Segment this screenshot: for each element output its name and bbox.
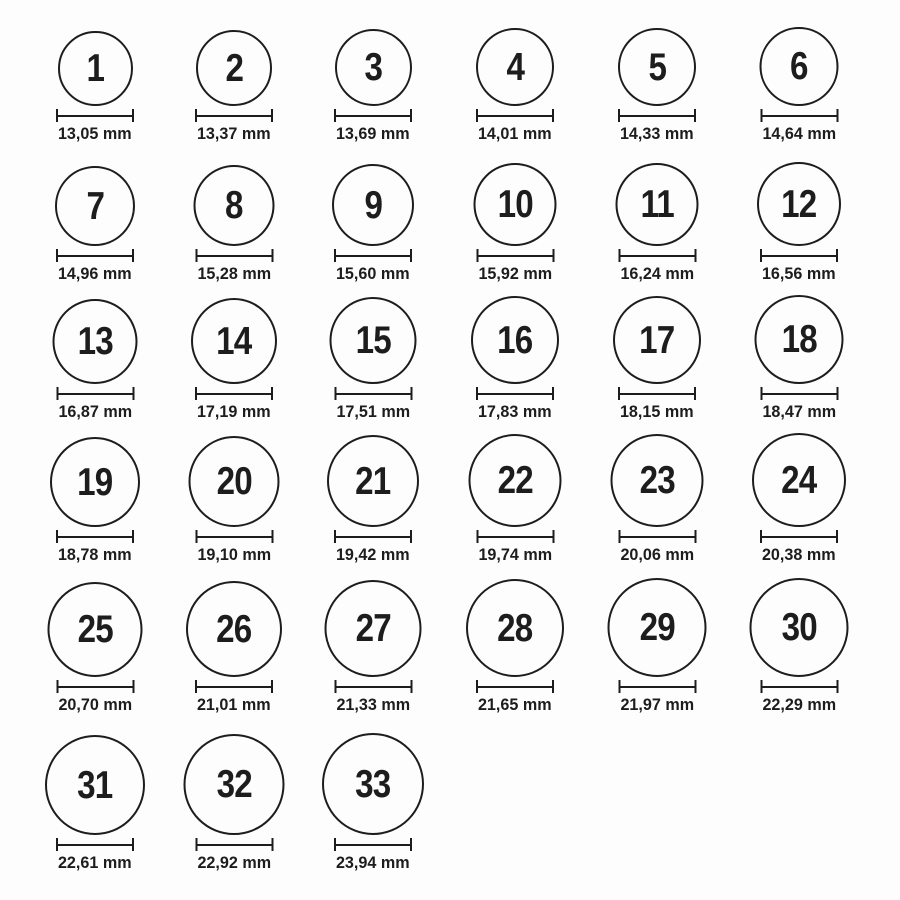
diameter-value: 16,87 mm bbox=[58, 402, 132, 421]
diameter-value: 21,97 mm bbox=[620, 695, 694, 714]
ring-size-cell bbox=[752, 433, 846, 565]
ring-size-number: 7 bbox=[86, 184, 104, 228]
ring-size-circle bbox=[194, 165, 275, 246]
dimension-end-tick-right bbox=[552, 680, 554, 693]
diameter-dimension-line bbox=[760, 680, 838, 693]
dimension-end-tick-right bbox=[552, 109, 554, 122]
ring-size-cell bbox=[466, 579, 564, 715]
ring-size-cell bbox=[45, 735, 145, 873]
diameter-value: 13,69 mm bbox=[336, 124, 410, 143]
diameter-value: 19,42 mm bbox=[336, 545, 410, 564]
ring-size-cell bbox=[325, 580, 422, 715]
diameter-value: 20,38 mm bbox=[762, 545, 836, 564]
ring-size-circle bbox=[184, 734, 285, 835]
diameter-dimension-line bbox=[618, 680, 696, 693]
diameter-dimension-line bbox=[56, 109, 134, 122]
dimension-end-tick-right bbox=[694, 387, 696, 400]
diameter-dimension-line bbox=[195, 680, 273, 693]
ring-size-number: 16 bbox=[497, 318, 533, 362]
dimension-bar bbox=[196, 536, 272, 538]
ring-size-circle bbox=[330, 297, 417, 384]
diameter-dimension-line bbox=[334, 249, 412, 262]
ring-size-circle bbox=[755, 295, 844, 384]
diameter-value: 20,06 mm bbox=[620, 545, 694, 564]
diameter-value: 16,56 mm bbox=[762, 264, 836, 283]
ring-size-circle bbox=[613, 296, 701, 384]
ring-size-number: 28 bbox=[497, 606, 533, 650]
ring-size-number: 32 bbox=[216, 763, 252, 806]
diameter-value: 19,74 mm bbox=[478, 545, 552, 564]
ring-size-number: 20 bbox=[216, 460, 252, 503]
diameter-dimension-line bbox=[195, 530, 273, 543]
ring-size-circle bbox=[760, 27, 839, 106]
dimension-end-tick-right bbox=[552, 249, 554, 262]
ring-size-number: 10 bbox=[497, 183, 533, 226]
ring-size-cell bbox=[53, 299, 138, 422]
diameter-value: 14,96 mm bbox=[58, 264, 132, 283]
dimension-bar bbox=[477, 393, 553, 395]
ring-size-number: 9 bbox=[364, 183, 382, 227]
diameter-value: 15,28 mm bbox=[197, 264, 271, 283]
dimension-bar bbox=[57, 844, 133, 846]
dimension-bar bbox=[335, 686, 411, 688]
diameter-dimension-line bbox=[618, 387, 696, 400]
dimension-bar bbox=[196, 686, 272, 688]
ring-size-circle bbox=[618, 28, 696, 106]
dimension-end-tick-right bbox=[552, 530, 554, 543]
dimension-bar bbox=[619, 536, 695, 538]
ring-size-circle bbox=[471, 296, 559, 384]
dimension-bar bbox=[196, 844, 272, 846]
ring-size-circle bbox=[196, 30, 272, 106]
ring-size-number: 8 bbox=[225, 184, 243, 227]
dimension-bar bbox=[761, 536, 837, 538]
ring-size-cell bbox=[750, 578, 849, 715]
ring-size-circle bbox=[322, 733, 424, 835]
diameter-dimension-line bbox=[334, 530, 412, 543]
dimension-end-tick-right bbox=[694, 680, 696, 693]
ring-size-cell bbox=[755, 295, 844, 422]
dimension-bar bbox=[477, 255, 553, 257]
ring-size-cell bbox=[191, 298, 277, 422]
dimension-bar bbox=[761, 393, 837, 395]
diameter-value: 15,60 mm bbox=[336, 264, 410, 283]
ring-size-circle bbox=[186, 581, 282, 677]
ring-size-circle bbox=[752, 433, 846, 527]
dimension-bar bbox=[335, 255, 411, 257]
ring-size-circle bbox=[611, 434, 704, 527]
ring-size-number: 5 bbox=[648, 45, 666, 89]
ring-size-number: 22 bbox=[497, 459, 533, 502]
ring-size-circle bbox=[50, 437, 140, 527]
ring-size-cell bbox=[322, 733, 424, 873]
ring-size-number: 3 bbox=[364, 46, 382, 89]
diameter-value: 14,64 mm bbox=[762, 124, 836, 143]
ring-size-cell bbox=[760, 27, 839, 144]
ring-size-cell bbox=[56, 31, 134, 144]
ring-size-number: 33 bbox=[355, 762, 391, 806]
diameter-value: 13,37 mm bbox=[197, 124, 271, 143]
ring-size-cell bbox=[55, 166, 135, 284]
diameter-dimension-line bbox=[334, 109, 412, 122]
dimension-bar bbox=[761, 255, 837, 257]
diameter-dimension-line bbox=[476, 387, 554, 400]
diameter-dimension-line bbox=[56, 838, 134, 851]
diameter-value: 20,70 mm bbox=[58, 695, 132, 714]
ring-size-number: 24 bbox=[781, 458, 817, 502]
dimension-end-tick-right bbox=[271, 838, 273, 851]
ring-size-cell bbox=[330, 297, 417, 422]
diameter-dimension-line bbox=[195, 249, 273, 262]
ring-size-cell bbox=[471, 296, 559, 422]
dimension-end-tick-right bbox=[132, 249, 134, 262]
ring-size-number: 2 bbox=[225, 46, 243, 90]
dimension-bar bbox=[477, 115, 553, 117]
ring-size-cell bbox=[469, 434, 562, 565]
ring-size-number: 13 bbox=[77, 320, 113, 363]
ring-size-circle bbox=[335, 29, 412, 106]
ring-size-circle bbox=[327, 435, 419, 527]
diameter-dimension-line bbox=[56, 387, 134, 400]
diameter-dimension-line bbox=[476, 680, 554, 693]
ring-size-number: 21 bbox=[355, 459, 391, 503]
dimension-end-tick-right bbox=[271, 249, 273, 262]
dimension-bar bbox=[196, 255, 272, 257]
ring-size-number: 11 bbox=[640, 183, 674, 226]
dimension-end-tick-right bbox=[410, 109, 412, 122]
dimension-end-tick-right bbox=[836, 530, 838, 543]
ring-size-circle bbox=[53, 299, 138, 384]
dimension-end-tick-right bbox=[836, 680, 838, 693]
diameter-dimension-line bbox=[618, 109, 696, 122]
dimension-end-tick-right bbox=[410, 680, 412, 693]
diameter-value: 21,33 mm bbox=[336, 695, 410, 714]
diameter-dimension-line bbox=[476, 530, 554, 543]
ring-size-circle bbox=[58, 31, 133, 106]
ring-size-circle bbox=[474, 163, 557, 246]
diameter-dimension-line bbox=[56, 249, 134, 262]
ring-size-circle bbox=[45, 735, 145, 835]
ring-size-cell bbox=[618, 28, 696, 144]
dimension-end-tick-right bbox=[271, 530, 273, 543]
diameter-value: 18,47 mm bbox=[762, 402, 836, 421]
diameter-value: 21,01 mm bbox=[197, 695, 271, 714]
diameter-value: 14,01 mm bbox=[478, 124, 552, 143]
diameter-value: 17,83 mm bbox=[478, 402, 552, 421]
dimension-bar bbox=[335, 393, 411, 395]
ring-size-circle bbox=[750, 578, 849, 677]
dimension-end-tick-right bbox=[271, 680, 273, 693]
ring-size-cell bbox=[611, 434, 704, 565]
dimension-bar bbox=[619, 393, 695, 395]
diameter-value: 14,33 mm bbox=[620, 124, 694, 143]
ring-size-circle bbox=[466, 579, 564, 677]
dimension-end-tick-right bbox=[410, 838, 412, 851]
diameter-value: 15,92 mm bbox=[478, 264, 552, 283]
ring-size-circle bbox=[48, 582, 143, 677]
dimension-bar bbox=[196, 115, 272, 117]
dimension-bar bbox=[619, 686, 695, 688]
ring-size-circle bbox=[616, 163, 699, 246]
dimension-end-tick-right bbox=[552, 387, 554, 400]
diameter-dimension-line bbox=[195, 387, 273, 400]
diameter-value: 18,15 mm bbox=[620, 402, 694, 421]
diameter-dimension-line bbox=[760, 387, 838, 400]
dimension-end-tick-right bbox=[410, 387, 412, 400]
ring-size-cell bbox=[334, 29, 412, 144]
diameter-value: 18,78 mm bbox=[58, 545, 132, 564]
diameter-value: 17,19 mm bbox=[197, 402, 271, 421]
ring-size-number: 27 bbox=[355, 607, 391, 650]
dimension-bar bbox=[57, 393, 133, 395]
ring-size-number: 12 bbox=[781, 182, 817, 226]
dimension-bar bbox=[761, 115, 837, 117]
dimension-end-tick-right bbox=[410, 249, 412, 262]
ring-size-number: 19 bbox=[77, 460, 113, 504]
dimension-end-tick-right bbox=[271, 109, 273, 122]
ring-size-cell bbox=[757, 162, 841, 284]
dimension-bar bbox=[477, 686, 553, 688]
dimension-bar bbox=[335, 115, 411, 117]
dimension-bar bbox=[57, 115, 133, 117]
diameter-dimension-line bbox=[334, 680, 412, 693]
ring-size-cell bbox=[608, 578, 707, 715]
ring-size-cell bbox=[194, 165, 275, 284]
diameter-value: 17,51 mm bbox=[336, 402, 410, 421]
dimension-end-tick-right bbox=[694, 109, 696, 122]
ring-size-circle bbox=[191, 298, 277, 384]
diameter-value: 22,61 mm bbox=[58, 853, 132, 872]
dimension-bar bbox=[196, 393, 272, 395]
dimension-bar bbox=[477, 536, 553, 538]
ring-size-number: 14 bbox=[216, 319, 252, 363]
diameter-value: 22,92 mm bbox=[197, 853, 271, 872]
diameter-dimension-line bbox=[334, 838, 412, 851]
ring-size-cell bbox=[474, 163, 557, 284]
ring-size-circle bbox=[757, 162, 841, 246]
ring-size-number: 23 bbox=[639, 459, 675, 502]
ring-size-number: 18 bbox=[781, 318, 817, 361]
ring-size-cell bbox=[327, 435, 419, 565]
ring-size-number: 17 bbox=[639, 318, 675, 362]
diameter-value: 19,10 mm bbox=[197, 545, 271, 564]
ring-size-circle bbox=[55, 166, 135, 246]
ring-size-circle bbox=[332, 164, 414, 246]
dimension-end-tick-right bbox=[836, 249, 838, 262]
dimension-end-tick-right bbox=[694, 530, 696, 543]
diameter-dimension-line bbox=[334, 387, 412, 400]
diameter-dimension-line bbox=[476, 249, 554, 262]
diameter-dimension-line bbox=[476, 109, 554, 122]
diameter-value: 16,24 mm bbox=[620, 264, 694, 283]
ring-size-cell bbox=[48, 582, 143, 715]
ring-size-cell bbox=[50, 437, 140, 565]
dimension-bar bbox=[57, 536, 133, 538]
dimension-end-tick-right bbox=[132, 680, 134, 693]
ring-size-cell bbox=[186, 581, 282, 715]
diameter-dimension-line bbox=[618, 530, 696, 543]
dimension-bar bbox=[619, 255, 695, 257]
dimension-bar bbox=[57, 255, 133, 257]
diameter-dimension-line bbox=[195, 838, 273, 851]
dimension-bar bbox=[761, 686, 837, 688]
ring-size-number: 26 bbox=[216, 607, 252, 651]
diameter-dimension-line bbox=[195, 109, 273, 122]
ring-size-cell bbox=[184, 734, 285, 873]
dimension-bar bbox=[335, 844, 411, 846]
diameter-dimension-line bbox=[56, 680, 134, 693]
ring-size-number: 15 bbox=[355, 319, 391, 362]
ring-size-number: 30 bbox=[781, 606, 817, 649]
dimension-bar bbox=[57, 686, 133, 688]
dimension-end-tick-right bbox=[271, 387, 273, 400]
diameter-dimension-line bbox=[760, 109, 838, 122]
diameter-dimension-line bbox=[760, 530, 838, 543]
dimension-end-tick-right bbox=[132, 530, 134, 543]
ring-size-circle bbox=[325, 580, 422, 677]
ring-size-circle bbox=[476, 28, 554, 106]
ring-size-number: 6 bbox=[790, 45, 808, 88]
ring-size-cell bbox=[189, 436, 280, 565]
ring-size-cell bbox=[613, 296, 701, 422]
dimension-end-tick-right bbox=[132, 838, 134, 851]
dimension-bar bbox=[335, 536, 411, 538]
diameter-value: 13,05 mm bbox=[58, 124, 132, 143]
ring-size-number: 31 bbox=[77, 763, 113, 807]
dimension-end-tick-right bbox=[836, 109, 838, 122]
ring-size-cell bbox=[616, 163, 699, 284]
diameter-dimension-line bbox=[618, 249, 696, 262]
dimension-bar bbox=[619, 115, 695, 117]
diameter-dimension-line bbox=[760, 249, 838, 262]
ring-size-circle bbox=[189, 436, 280, 527]
ring-size-circle bbox=[608, 578, 707, 677]
dimension-end-tick-right bbox=[132, 109, 134, 122]
dimension-end-tick-right bbox=[836, 387, 838, 400]
ring-size-number: 25 bbox=[77, 608, 113, 651]
ring-size-cell bbox=[332, 164, 414, 284]
diameter-value: 22,29 mm bbox=[762, 695, 836, 714]
ring-size-number: 4 bbox=[506, 45, 524, 89]
diameter-value: 23,94 mm bbox=[336, 853, 410, 872]
diameter-value: 21,65 mm bbox=[478, 695, 552, 714]
ring-size-circle bbox=[469, 434, 562, 527]
ring-size-cell bbox=[195, 30, 273, 144]
ring-size-number: 1 bbox=[86, 47, 104, 90]
ring-size-cell bbox=[476, 28, 554, 144]
dimension-end-tick-right bbox=[694, 249, 696, 262]
dimension-end-tick-right bbox=[410, 530, 412, 543]
ring-size-number: 29 bbox=[639, 606, 675, 649]
diameter-dimension-line bbox=[56, 530, 134, 543]
dimension-end-tick-right bbox=[132, 387, 134, 400]
